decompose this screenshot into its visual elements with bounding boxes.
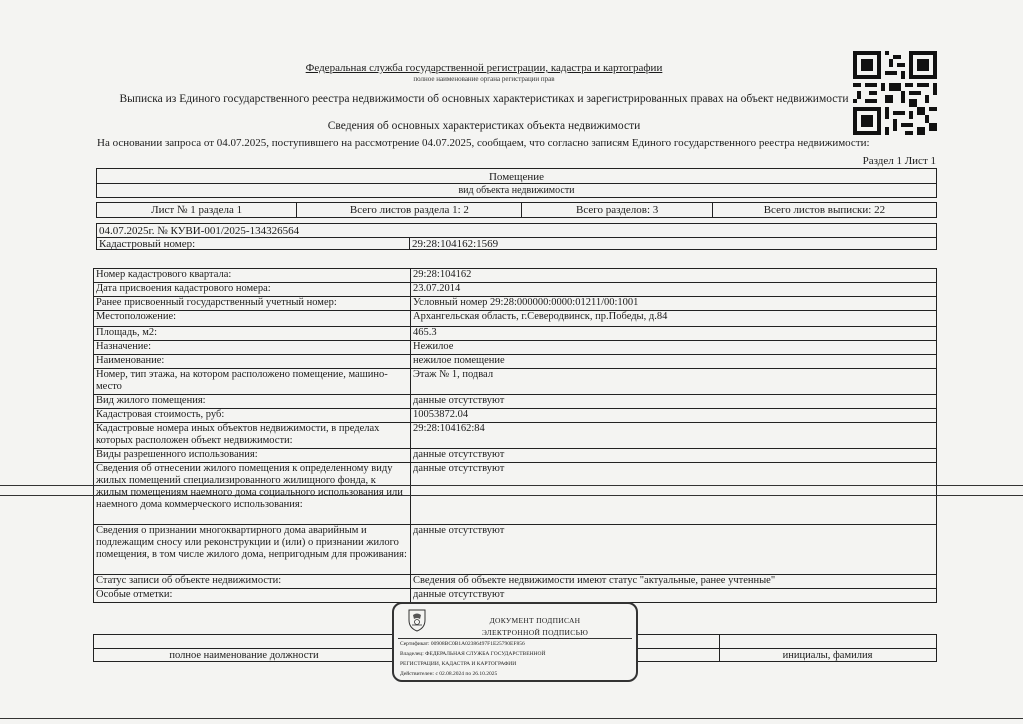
qr-code-icon (853, 51, 937, 135)
characteristics-table (93, 268, 937, 603)
row-label: Площадь, м2: (94, 327, 411, 341)
divider (97, 183, 936, 184)
table-row (94, 283, 937, 297)
object-kind-box (96, 168, 937, 198)
sheet-number: Лист № 1 раздела 1 (97, 203, 297, 217)
row-label: Местоположение: (94, 311, 411, 327)
total-sheets-extract: Всего листов выписки: 22 (763, 204, 886, 216)
table-row (94, 589, 937, 603)
basis-statement: На основании запроса от 04.07.2025, поступившего на рассмотрение 04.07.2025, сообщаем, что согласно записям Единого государственного реестра недвижимости: (97, 137, 870, 149)
stamp-subtitle: ЭЛЕКТРОННОЙ ПОДПИСЬЮ (481, 628, 589, 637)
request-box (96, 223, 937, 250)
row-value: данные отсутствуют (411, 525, 937, 575)
row-label: Наименование: (94, 355, 411, 369)
row-value: нежилое помещение (411, 355, 937, 369)
table-row (94, 269, 937, 283)
object-kind-caption: вид объекта недвижимости (458, 185, 575, 196)
name-caption: инициалы, фамилия (782, 650, 873, 661)
table-row (94, 341, 937, 355)
row-label: Кадастровые номера иных объектов недвижимости, в пределах которых расположен объект недвижимости: (94, 423, 411, 449)
row-label: Статус записи об объекте недвижимости: (94, 575, 411, 589)
document-title: Выписка из Единого государственного реестра недвижимости об основных характеристиках и зарегистрированных правах на объект недвижимости (119, 93, 849, 105)
agency-caption: полное наименование органа регистрации прав (413, 75, 555, 83)
e-signature-stamp (392, 602, 638, 682)
table-row (94, 575, 937, 589)
stamp-validity: Действителен: с 02.08.2024 по 26.10.2025 (400, 671, 498, 677)
row-label: Особые отметки: (94, 589, 411, 603)
row-value: данные отсутствуют (411, 395, 937, 409)
row-value: 29:28:104162 (411, 269, 937, 283)
row-label: Сведения об отнесении жилого помещения к определенному виду жилых помещений специализированного жилищного фонда, к жилым помещениям наемного дома социального использования или наемного дома коммерческого использования: (94, 463, 411, 525)
row-label: Назначение: (94, 341, 411, 355)
request-number: 04.07.2025г. № КУВИ-001/2025-134326564 (99, 225, 300, 237)
row-value: 23.07.2014 (411, 283, 937, 297)
table-row (94, 395, 937, 409)
row-label: Номер кадастрового квартала: (94, 269, 411, 283)
row-value: 29:28:104162:84 (411, 423, 937, 449)
stamp-owner-cont: РЕГИСТРАЦИИ, КАДАСТРА И КАРТОГРАФИИ (400, 661, 517, 667)
total-sections: Всего разделов: 3 (522, 203, 712, 217)
object-kind-value: Помещение (488, 171, 545, 183)
row-label: Номер, тип этажа, на котором расположено помещение, машино-место (94, 369, 411, 395)
table-row (94, 525, 937, 575)
coat-of-arms-icon (406, 608, 428, 632)
stamp-title: ДОКУМЕНТ ПОДПИСАН (489, 616, 581, 625)
row-value: Нежилое (411, 341, 937, 355)
row-value: данные отсутствуют (411, 589, 937, 603)
divider (398, 638, 632, 639)
row-label: Ранее присвоенный государственный учетный номер: (94, 297, 411, 311)
stamp-certificate: Сертификат: 00908BC0B1A02386497F1E25790EF856 (400, 641, 525, 647)
divider (97, 237, 936, 238)
table-row (94, 355, 937, 369)
divider (409, 237, 410, 249)
row-label: Виды разрешенного использования: (94, 449, 411, 463)
table-row (94, 449, 937, 463)
row-value: Условный номер 29:28:000000:0000:01211/00:1001 (411, 297, 937, 311)
table-row (94, 409, 937, 423)
row-label: Дата присвоения кадастрового номера: (94, 283, 411, 297)
scan-line (0, 718, 1023, 719)
row-value: 10053872.04 (411, 409, 937, 423)
row-label: Вид жилого помещения: (94, 395, 411, 409)
cadastral-number-value: 29:28:104162:1569 (412, 238, 499, 250)
table-row (94, 463, 937, 525)
stamp-owner: Владелец: ФЕДЕРАЛЬНАЯ СЛУЖБА ГОСУДАРСТВЕННОЙ (400, 651, 546, 657)
row-value: Архангельская область, г.Северодвинск, пр.Победы, д.84 (411, 311, 937, 327)
row-value: Сведения об объекте недвижимости имеют статус "актуальные, ранее учтенные" (411, 575, 937, 589)
row-value: данные отсутствуют (411, 449, 937, 463)
cadastral-number-label: Кадастровый номер: (99, 238, 196, 250)
row-label: Кадастровая стоимость, руб: (94, 409, 411, 423)
table-row (94, 327, 937, 341)
table-row (94, 297, 937, 311)
total-sheets-section: Всего листов раздела 1: 2 (297, 203, 522, 217)
document-subtitle: Сведения об основных характеристиках объекта недвижимости (327, 120, 641, 132)
row-value: 465.3 (411, 327, 937, 341)
scan-line (0, 495, 1023, 496)
position-caption: полное наименование должности (169, 650, 319, 661)
table-row (94, 423, 937, 449)
sheets-row (96, 202, 937, 218)
agency-name: Федеральная служба государственной регистрации, кадастра и картографии (305, 62, 663, 74)
scan-line (0, 485, 1023, 486)
row-value: данные отсутствуют (411, 463, 937, 525)
section-label: Раздел 1 Лист 1 (862, 155, 936, 167)
table-row (94, 369, 937, 395)
row-value: Этаж № 1, подвал (411, 369, 937, 395)
table-row (94, 311, 937, 327)
row-label: Сведения о признании многоквартирного дома аварийным и подлежащим сносу или реконструкции и (или) о признании жилого помещения, в том числе жилого дома, непригодным для проживания: (94, 525, 411, 575)
